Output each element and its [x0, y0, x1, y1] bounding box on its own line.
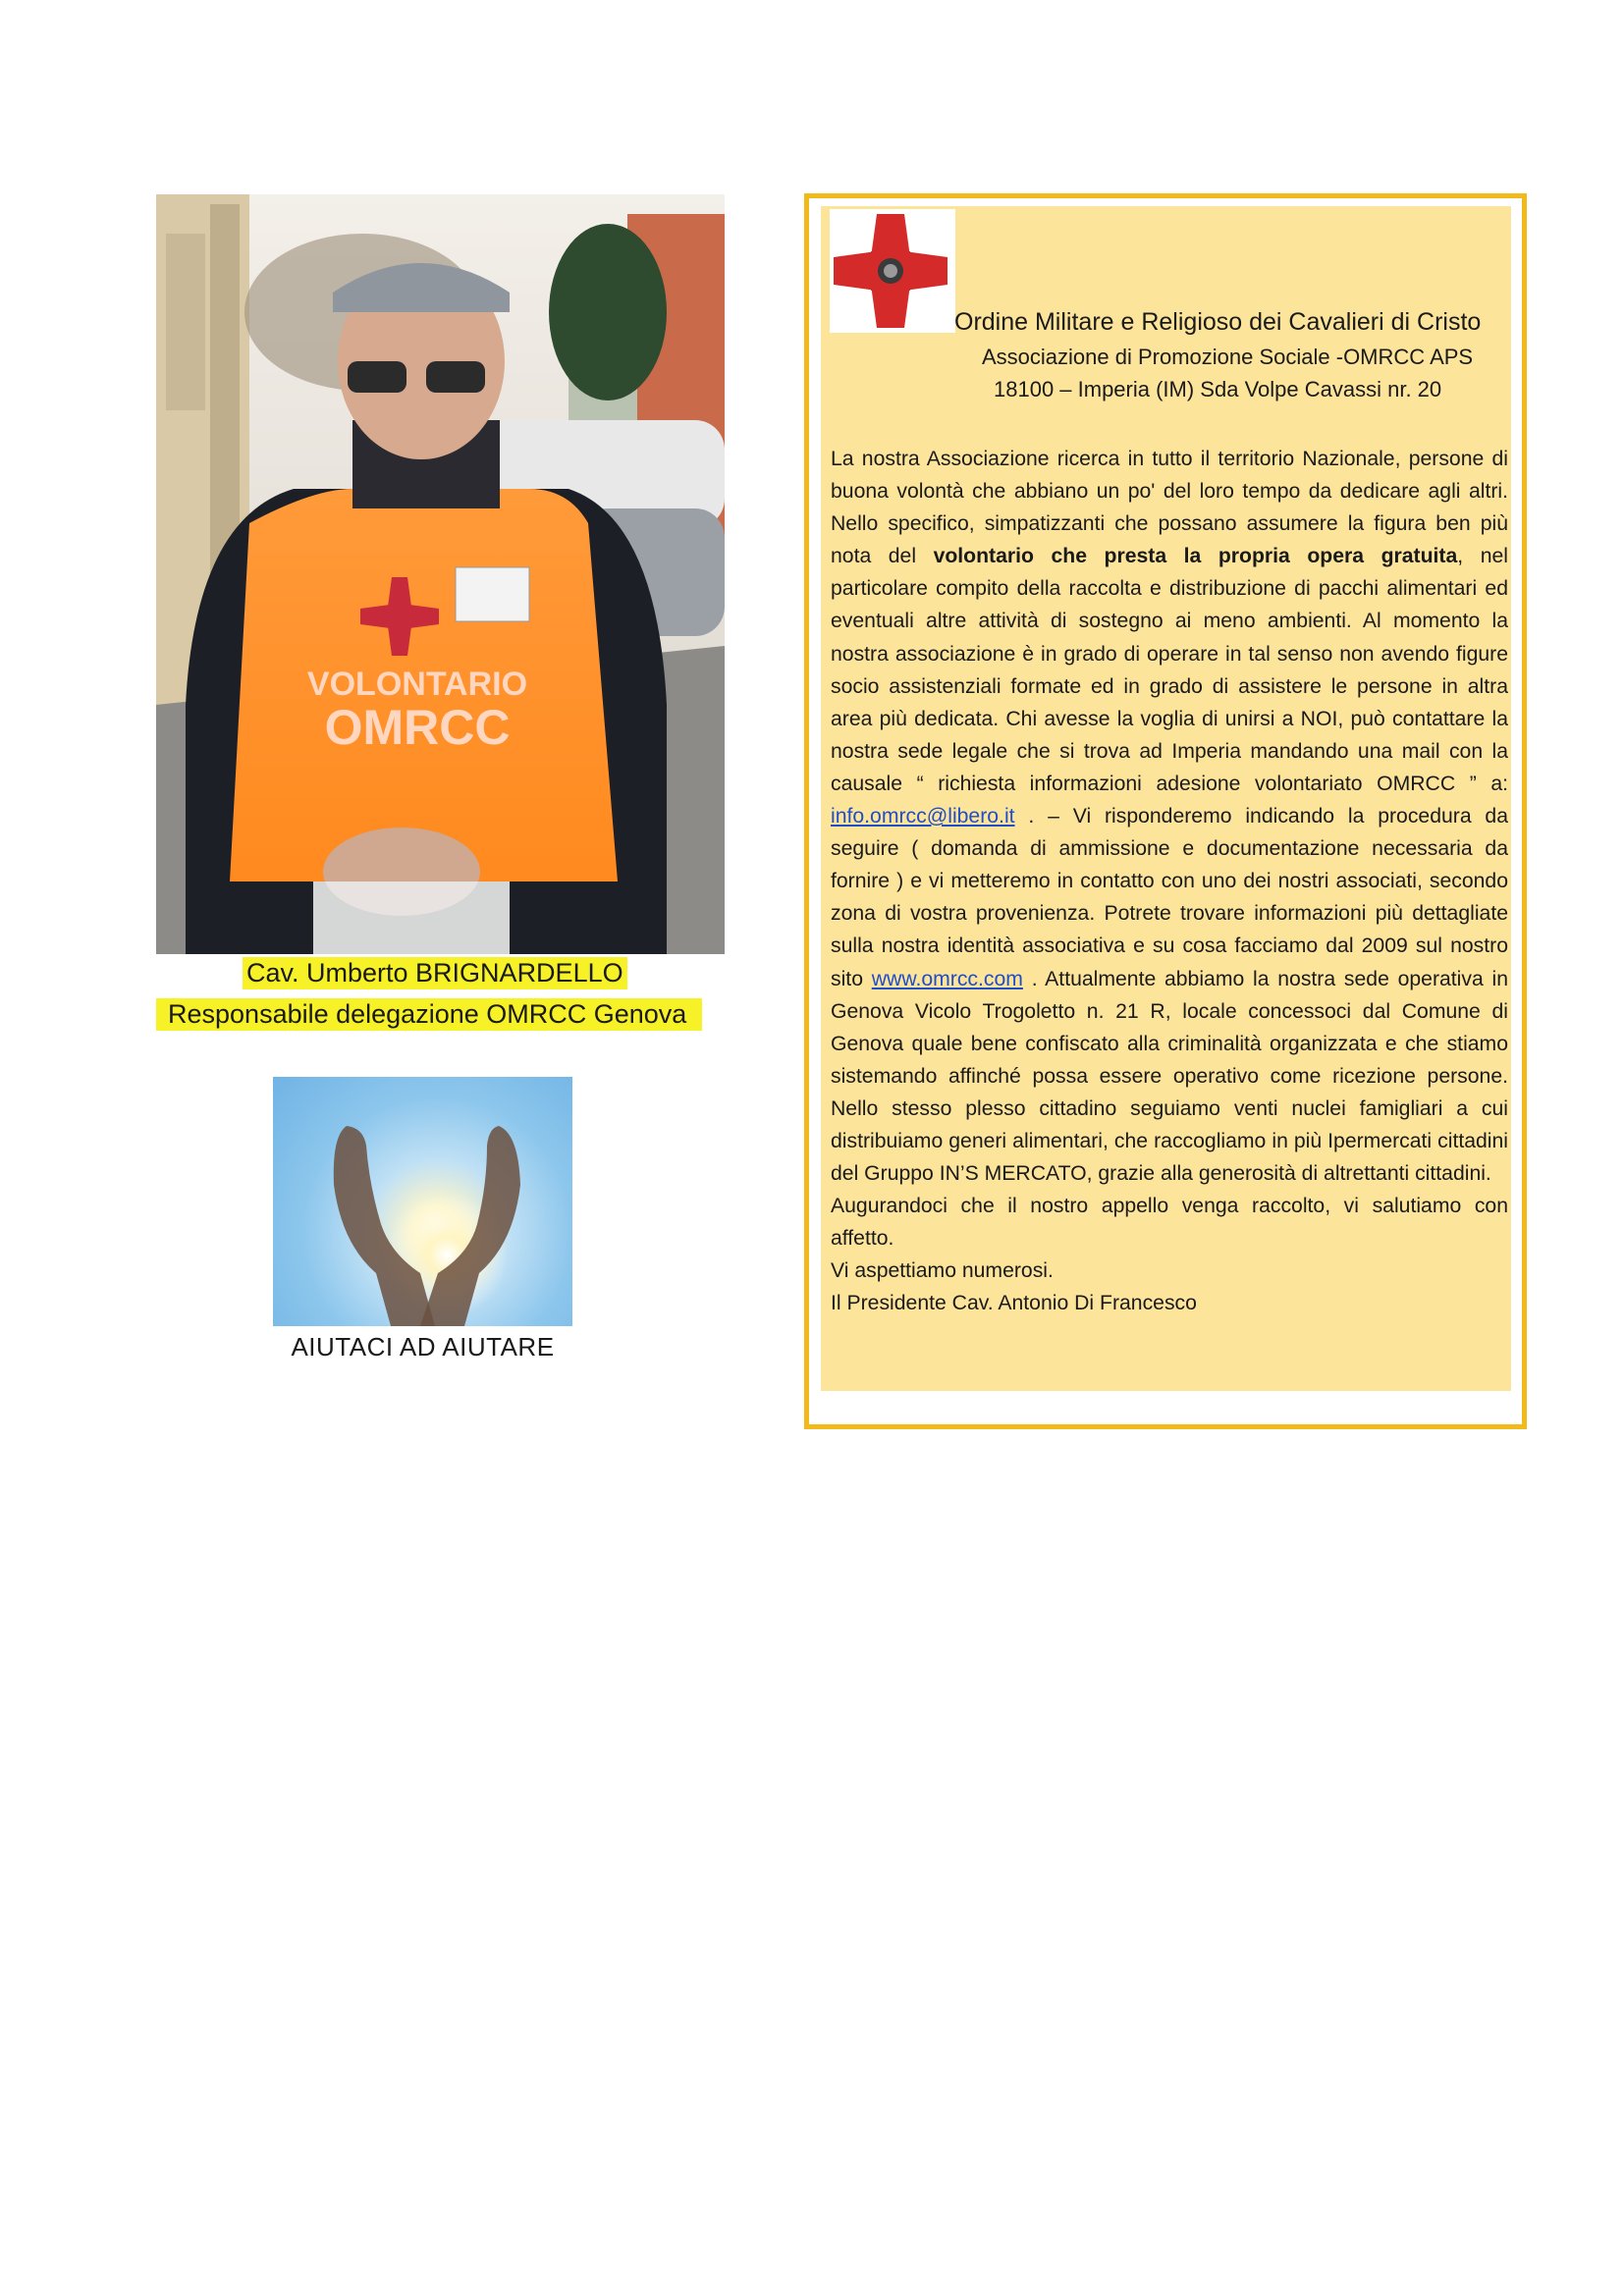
letter-text-c: . – Vi risponderemo indicando la procedura da seguire ( domanda di ammissione e documentazione necessaria da fornire ) e vi metteremo in contatto con uno dei nostri associati, secondo zona di vostra provenienza. Potrete trovare informazioni più dettagliate sulla nostra identità associativa e su cosa facciamo dal 2009 sul nostro sito [831, 805, 1508, 990]
letter-text-a: La nostra Associazione ricerca in tutto il territorio Nazionale, persone di buona volontà che abbiano un po' del loro tempo da dedicare agli altri. Nello specifico, simpatizzanti che possano assumere la figura ben più nota del [831, 448, 1508, 568]
hands-caption: AIUTACI AD AIUTARE [291, 1332, 555, 1362]
letter-signature: Il Presidente Cav. Antonio Di Francesco [831, 1292, 1197, 1315]
email-link[interactable]: info.omrcc@libero.it [831, 805, 1015, 828]
org-address: 18100 – Imperia (IM) Sda Volpe Cavassi nr. 20 [994, 377, 1442, 401]
letter-body [831, 443, 1508, 1320]
hands-image [273, 1077, 572, 1326]
letter-text-b: , nel particolare compito della raccolta e distribuzione di pacchi alimentari ed eventuali altre attività di sostegno ai meno ambienti. Al momento la nostra associazione è in grado di operare in tal senso non avendo figure socio assistenziali formate ed in grado di assistere le persone in altra area più dedicata. Chi avesse la voglia di unirsi a NOI, può contattare la nostra sede legale che si trova ad Imperia mandando una mail con la causale “ richiesta informazioni adesione volontariato OMRCC ” a: [831, 545, 1508, 795]
org-type: Associazione di Promozione Sociale -OMRCC APS [982, 345, 1474, 369]
letter-invite: Vi aspettiamo numerosi. [831, 1259, 1054, 1283]
caption-name: Cav. Umberto BRIGNARDELLO [243, 957, 627, 989]
vest-text-line2: OMRCC [324, 700, 511, 755]
website-link[interactable]: www.omrcc.com [871, 967, 1023, 990]
letter-paragraph-main [831, 443, 1508, 1190]
vest-text-line1: VOLONTARIO [306, 666, 528, 703]
letter-greeting: Augurandoci che il nostro appello venga raccolto, vi salutiamo con affetto. [831, 1195, 1508, 1251]
org-name: Ordine Militare e Religioso dei Cavalieri di Cristo [954, 308, 1482, 336]
volunteer-photo [156, 194, 725, 954]
caption-role: Responsabile delegazione OMRCC Genova [156, 998, 702, 1031]
letter-text-d: . Attualmente abbiamo la nostra sede operativa in Genova Vicolo Trogoletto n. 21 R, locale concessoci dal Comune di Genova quale bene confiscato alla criminalità organizzata e che stiamo sistemando affinché possa essere operativo come ricezione persone. Nello stesso plesso cittadino seguiamo venti nuclei famigliari a cui distribuiamo generi alimentari, che raccogliamo in più Ipermercati cittadini del Gruppo IN’S MERCATO, grazie alla generosità di altrettanti cittadini. [831, 967, 1509, 1186]
letter-text-bold: volontario che presta la propria opera gratuita [933, 545, 1458, 568]
omrcc-cross-logo [830, 209, 955, 333]
